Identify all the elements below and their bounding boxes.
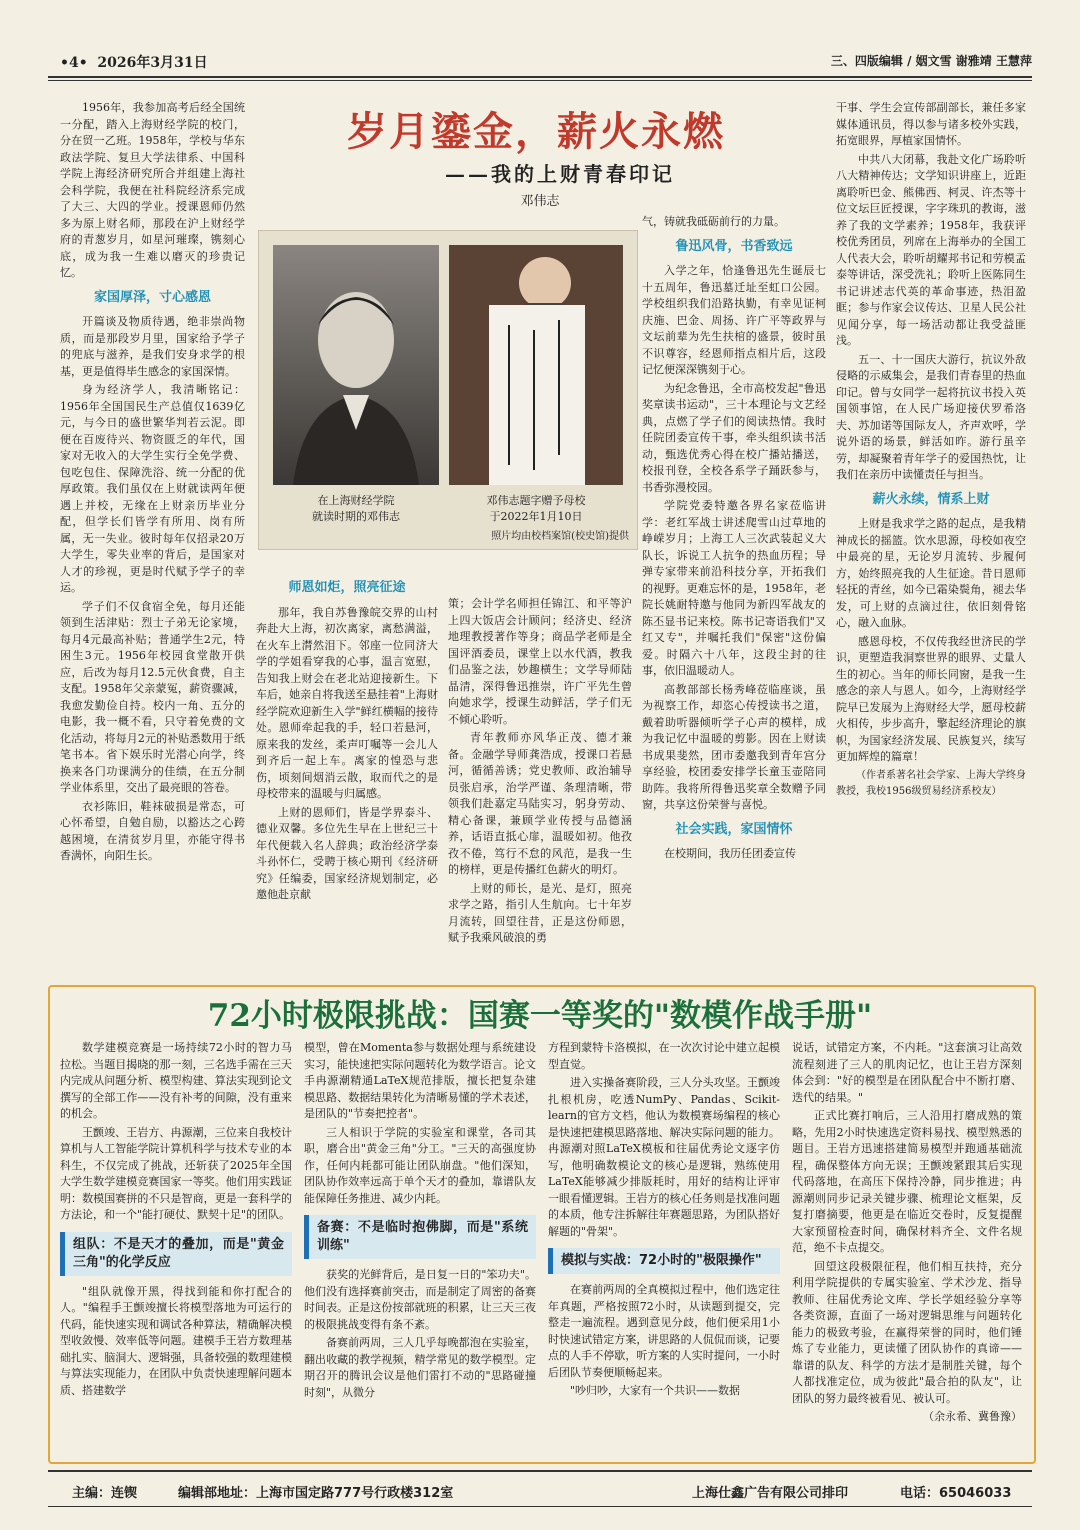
photo-left-caption: 在上海财经学院 就读时期的邓伟志 xyxy=(312,494,400,523)
paragraph: 进入实操备赛阶段，三人分头攻坚。王颤竣扎根机房，吃透NumPy、Pandas、Scikit-learn的官方文档，他认为数模赛场编程的核心是快速把建模思路落地、解决实际问题的能力。冉源潮对照LaTeX模板和往届优秀论文逐字仿写，他明确数模论文的核心是逻辑，熟练使用LaTeX能够减少排版耗时，用好的结构让评审一眼看懂逻辑。王岩方的核心任务则是找准问题的本质，他专注拆解往年赛题思路，为团队搭好解题的"骨架"。 xyxy=(548,1076,780,1238)
paragraph: 学子们不仅食宿全免，每月还能领到生活津贴：烈士子弟无论家境，每月4元最高补贴；普通学生2元，特困生3元。1956年校园食堂散开供应，后改为每月12.5元伙食费，自主支配。1958年父亲蒙冤，薪资骤减，我愈发勤俭自持。校内一角、五分的电影，我一概不看，只守着免费的文化活动，将每月2元的补贴悉数用于纸笔书本。省下娱乐时光潜心向学，终换来各门功课满分的佳绩，在五分制学业体系里，交出了最亮眼的答卷。 xyxy=(60,599,245,794)
paragraph: 入学之年，恰逢鲁迅先生诞辰七十五周年，鲁迅墓迁址至虹口公园。学校组织我们沿路执勤，有幸见证柯庆施、巴金、周扬、许广平等政界与文坛前辈为先生扶棺的盛景，彼时虽不识尊容，经恩师指点相片后，这段记忆便深深镌刻于心。 xyxy=(642,264,826,376)
paragraph: "吵归吵，大家有一个共识——数据 xyxy=(570,1384,741,1397)
header-rule-thin xyxy=(48,80,1032,81)
paragraph: 五一、十一国庆大游行，抗议外敌侵略的示威集会，是我们青春里的热血印记。曾与女同学一起将抗议书投入英国领事馆，在人民广场迎接伏罗希洛夫、苏加诺等国际友人，齐声欢呼，学说外语的场景，鲜活如昨。游行虽辛劳，却凝聚着青年学子的爱国热忱，让我们在亲历中读懂责任与担当。 xyxy=(836,352,1026,481)
article1-col3 xyxy=(448,596,632,970)
paragraph: 中共八大闭幕，我赴文化广场聆听八大精神传达；文学知识讲座上，近距离聆听巴金、熊佛西、柯灵、许杰等十位文坛巨匠授课，字字珠玑的教诲，滋养了我的文学素养；1958年，我获评校优秀团员，列席在上海举办的全国工人代表大会，聆听胡耀邦书记和劳模孟泰等讲话，深受洗礼；聆听上医陈同生书记讲述志代英的革命事迹，热泪盈眶；参与作家会议传达、卫星人民公社见闻分享，每一场活动都让我受益匪浅。 xyxy=(836,152,1026,347)
photo-panel xyxy=(258,230,638,550)
paragraph: 上财的师长，是光、是灯，照亮求学之路，指引人生航向。七十年岁月流转，回望往昔，正是这份师恩，赋予我乘风破浪的勇 xyxy=(448,881,632,944)
paragraph: 感恩母校，不仅传我经世济民的学识，更塑造我洞察世界的眼界、丈量人生的初心。当年的师长同窗，是我一生感念的亲人与恩人。如今，上海财经学院早已发展为上海财经大学，愿母校薪火相传，步步高升，擎起经济理论的旗帜，为国家经济发展、民族复兴，续写更加辉煌的篇章！ xyxy=(836,634,1026,763)
paragraph: 获奖的光鲜背后，是日复一日的"笨功夫"。他们没有选择赛前突击，而是制定了周密的备赛时间表。正是这份按部就班的积累，让三天三夜的极限挑战变得有条不紊。 xyxy=(304,1268,536,1331)
article2-title: 72小时极限挑战：国赛一等奖的"数模作战手册" xyxy=(60,990,1020,1035)
author-note: （作者系著名社会学家、上海大学终身教授，我校1956级贸易经济系校友） xyxy=(836,769,1026,797)
paragraph: 模型，曾在Momenta参与数据处理与系统建设实习，能快速把实际问题转化为数学语言。论文手冉源潮精通LaTeX规范排版，擅长把复杂建模思路、数据结果转化为清晰易懂的学术表述，是团队的"节奏把控者"。 xyxy=(304,1041,536,1120)
footer-rule xyxy=(48,1470,1032,1472)
footer xyxy=(48,1478,1032,1504)
byline: （余永希、冀鲁豫） xyxy=(923,1410,1022,1423)
article1-col2 xyxy=(256,580,438,970)
section-heading: 模拟与实战：72小时的"极限操作" xyxy=(548,1248,780,1274)
paragraph: 那年，我自苏鲁豫皖交界的山村奔赴大上海，初次离家，离愁满溢，在火车上潸然泪下。邻座一位同济大学的学姐看穿我的心事，温言宽慰，告知我上财会在老北站迎接新生。下车后，她亲自将我送至悬挂着"上海财经学院欢迎新生入学"鲜红横幅的接待处。恩师牵起我的手，轻口若悬河，原来我的发丝，柔声叮嘱等一会儿人到齐后一起上车。离家的惶恐与悲伤，顷刻间烟消云散，取而代之的是母校带来的温暖与归属感。 xyxy=(256,605,438,800)
editors-line: 三、四版编辑 / 姻文雪 谢雅靖 王慧萍 xyxy=(830,54,1032,68)
section-heading: 社会实践，家国情怀 xyxy=(675,821,793,837)
footer-printer: 上海仕鑫广告有限公司排印 xyxy=(692,1486,849,1501)
paragraph: 备赛前两周，三人几乎每晚都泡在实验室，翻出收藏的教学视频，精学常见的数学模型。定期召开的腾讯会议是他们雷打不动的"思路碰撞时刻"，从微分 xyxy=(304,1336,536,1399)
section-heading: 薪火永续，情系上财 xyxy=(872,491,990,507)
footer-phone: 电话：65046033 xyxy=(900,1486,1012,1501)
header-rule xyxy=(48,76,1032,78)
article1-subtitle: ——我的上财青春印记 xyxy=(445,162,675,186)
paragraph: "组队就像开黑，得找到能和你打配合的人。"编程手王颤竣擅长将模型落地为可运行的代码，能快速实现和调试各种算法，精确解决模型收敛慢、效率低等问题。建模手王岩方数理基础扎实、脑洞大、逻辑强，具备较强的数理建模与算法实现能力，在团队中负责快速理解问题本质、搭建数学 xyxy=(60,1284,292,1397)
article1-col4 xyxy=(642,214,826,970)
paragraph: 为纪念鲁迅，全市高校发起"鲁迅奖章读书运动"，三十本理论与文艺经典，点燃了学子们的阅读热情。我时任院团委宣传干事，牵头组织读书活动，甄选优秀心得在校广播站播送，校报刊登，全校各系学子踊跃参与，书香弥漫校园。 xyxy=(642,381,826,494)
paragraph: 说话，试错定方案，不内耗。"这套演习让高效流程刻进了三人的肌肉记忆，也让王岩方深刻体会到："好的模型是在团队配合中不断打磨、迭代的结果。" xyxy=(792,1041,1022,1104)
article2-col2 xyxy=(304,1040,536,1452)
paragraph: 在赛前两周的全真模拟过程中，他们选定往年真题，严格按照72小时，从读题到提交，完整走一遍流程。遇到意见分歧，他们便采用1小时快速试错定方案，讲思路的人侃侃而谈，记要点的人手不停歇，听方案的人实时提问，一小时后团队节奏便顺畅起来。 xyxy=(548,1283,780,1379)
paragraph: 上财是我求学之路的起点，是我精神成长的摇篮。饮水思源，母校如夜空中最亮的星，无论岁月流转、步履何方，始终照亮我的人生征途。昔日恩师轻抚的青丝，如今已霜染鬓角，褪去华发，可上财的点滴过往，依旧刻骨铭心，融入血脉。 xyxy=(836,517,1026,629)
photo-credit: 照片均由校档案馆(校史馆)提供 xyxy=(491,531,629,542)
paragraph: 回望这段极限征程，他们相互扶持，充分利用学院提供的专属实验室、学术沙龙、指导教师、往届优秀论文库、学长学姐经验分享等各类资源，直面了一场对逻辑思维与问题转化能力的极致考验，在赢得荣誉的同时，他们锤炼了专业能力，更读懂了团队协作的真谛——靠谱的队友、科学的方法才是制胜关键，每个人都找准定位，成为彼此"最合拍的队友"，让团队的努力最终被看见、被认可。 xyxy=(792,1259,1022,1405)
article1-title: 岁月鎏金，薪火永燃 xyxy=(347,108,725,155)
article2-col3 xyxy=(548,1040,780,1452)
paragraph: 三人相识于学院的实验室和课堂，各司其职，磨合出"黄金三角"分工。"三天的高强度协作，任何内耗都可能让团队崩盘。"他们深知，团队协作效率远高于单个天才的叠加，靠谱队友能保障任务推进、减少内耗。 xyxy=(304,1125,536,1205)
paragraph: 青年教师亦风华正茂、德才兼备。金融学导师龚浩成，授课口若悬河，循循善诱；党史教师、政治辅导员张启承，治学严谨、条理清晰，带领我们赴嘉定马陆实习，躬身劳动、精心备课，兼顾学业传授与品德涵养，话语直抵心扉，温暖如初。他孜孜不倦，笃行不怠的风范，是我一生的榜样，更是传播红色薪火的明灯。 xyxy=(448,731,632,876)
article1-col5 xyxy=(836,100,1026,970)
portrait-photo xyxy=(273,245,439,485)
paragraph: 王颤竣、王岩方、冉源潮，三位来自我校计算机与人工智能学院计算机科学与技术专业的本科生，不仅完成了挑战，还斩获了2025年全国大学生数学建模竞赛国家一等奖。他们用实践证明：数模国赛拼的不只是智商，更是一套科学的方法论，和一个"能打硬仗、默契十足"的团队。 xyxy=(60,1125,292,1221)
section-heading: 备赛：不是临时抱佛脚，而是"系统训练" xyxy=(304,1215,536,1259)
paragraph: 身为经济学人，我清晰铭记：1956年全国国民生产总值仅1639亿元，与今日的盛世繁华判若云泥。即便在百废待兴、物资匮乏的年代，国家对无收入的大学生实行全免学费、包吃包住、保障洗浴、统一分配的优厚政策。我们虽仅在上财就读两年便遇上并校，无缘在上财亲历毕业分配，但学长们皆学有所用、岗有所属，无一失业。彼时每年仅招录20万大学生，零失业率的背后，是国家对人才的珍视，更是时代赋予学子的幸运。 xyxy=(60,383,245,594)
section-heading: 组队：不是天才的叠加，而是"黄金三角"的化学反应 xyxy=(60,1232,292,1276)
footer-chief-editor: 主编：连锲 xyxy=(72,1486,138,1501)
paragraph: 策；会计学名师担任锦江、和平等沪上四大饭店会计顾问；经济史、经济地理教授著作等身；商品学老师是全国评酒委员，课堂上以水代酒，教我们品鉴之法，妙趣横生；文学导师陆晶清，深得鲁迅推崇，许广平先生曾向她求学，授课生动鲜活，学子们无不倾心聆听。 xyxy=(448,597,632,726)
calligraphy-photo xyxy=(449,245,623,485)
footer-rule-bottom xyxy=(48,1506,1032,1507)
photo-right-caption: 邓伟志题字赠予母校 于2022年1月10日 xyxy=(486,494,586,523)
paragraph: 气，铸就我砥砺前行的力量。 xyxy=(642,215,785,228)
article1-author: 邓伟志 xyxy=(520,194,560,209)
paragraph: 方程到蒙特卡洛模拟，在一次次讨论中建立起模型直觉。 xyxy=(548,1041,780,1071)
paragraph: 上财的恩师们，皆是学界泰斗、德业双馨。多位先生早在上世纪三十年代便载入名人辞典；政治经济学泰斗孙怀仁，受聘于核心期刊《经济研究》任编委，国家经济规划制定，必邀他赴京献 xyxy=(256,805,438,901)
paragraph: 数学建模竞赛是一场持续72小时的智力马拉松。当题目揭晓的那一刻，三名选手需在三天内完成从问题分析、模型构建、算法实现到论文撰写的全部工作——没有补考的间隙，没有重来的机会。 xyxy=(60,1041,292,1120)
paragraph: 开篇谈及物质待遇，绝非崇尚物质，而是那段岁月里，国家给予学子的兜底与滋养，是我们安身求学的根基，更是值得毕生感念的家国深情。 xyxy=(60,315,245,378)
article1-col1 xyxy=(60,100,245,970)
section-heading: 师恩如炬，照亮征途 xyxy=(288,580,406,595)
section-heading: 鲁迅风骨，书香致远 xyxy=(675,238,793,254)
paragraph: 高教部部长杨秀峰莅临座谈，虽为视察工作，却恣心传授读书之道，戴着助听器倾听学子心声的模样，成为我记忆中温暖的剪影。因在上财读书成果斐然，团市委邀我到青年宫分享经验，校团委安排学长童玉壶陪同助阵。我将所得鲁迅奖章全数赠予同窗，共享这份荣誉与喜悦。 xyxy=(642,682,826,811)
paragraph: 学院党委特邀各界名家莅临讲学：老红军战士讲述爬雪山过草地的峥嵘岁月；上海工人三次武装起义大队长，诉说工人抗争的热血历程；导弹专家带来前沿科技分享，开拓我们的视野。更难忘怀的是，1958年，老院长姚耐特邀与他同为新四军战友的陈丕显书记来校。陈书记寄语我们"又红又专"，并嘱托我们"保密"这份偏爱。时隔六十八年，这段尘封的往事，依旧温暖动人。 xyxy=(642,499,826,677)
paragraph: 1956年，我参加高考后经全国统一分配，踏入上海财经学院的校门，分在贸一乙班。1958年，学校与华东政法学院、复旦大学法律系、中国科学院上海经济研究所合并组建上海社会科学院，我便在社科院经济系完成了大三、大四的学业。授课恩师仍然多为原上财名师，那段在沪上财经学府的青葱岁月，如星河璀璨，镌刻心底，成为我一生难以磨灭的珍贵记忆。 xyxy=(60,101,245,279)
paragraph: 正式比赛打响后，三人沿用打磨成熟的策略，先用2小时快速选定资料易找、模型熟悉的题目。王岩方迅速搭建简易模型并跑通基础流程，确保整体方向无误；王颤竣紧跟其后实现代码落地，在高压下保持冷静，同步推进；冉源潮则同步记录关键步骤、梳理论文框架，反复打磨摘要，他更是在临近交卷时，反复提醒大家预留检查时间，确保材料齐全、文件名规范，绝不卡点提交。 xyxy=(792,1109,1022,1254)
paragraph: 衣衫陈旧，鞋袜破损是常态，可心怀希望，自勉自励，以豁达之心跨越困境，在清贫岁月里，亦能守得书香满怀，向阳生长。 xyxy=(60,799,245,862)
page-header xyxy=(48,50,1032,76)
article2-col4 xyxy=(792,1040,1022,1452)
page-number-date: •4• 2026年3月31日 xyxy=(60,55,208,71)
paragraph: 干事、学生会宣传部副部长，兼任多家媒体通讯员，得以参与诸多校外实践，拓宽眼界，厚植家国情怀。 xyxy=(836,101,1026,147)
calligraphy-figure xyxy=(449,245,623,485)
section-heading: 家国厚泽，寸心感恩 xyxy=(93,289,211,305)
footer-address: 编辑部地址：上海市国定路777号行政楼312室 xyxy=(178,1486,454,1501)
article2-col1 xyxy=(60,1040,292,1452)
paragraph: 在校期间，我历任团委宣传 xyxy=(664,847,796,860)
portrait-figure xyxy=(273,245,439,485)
